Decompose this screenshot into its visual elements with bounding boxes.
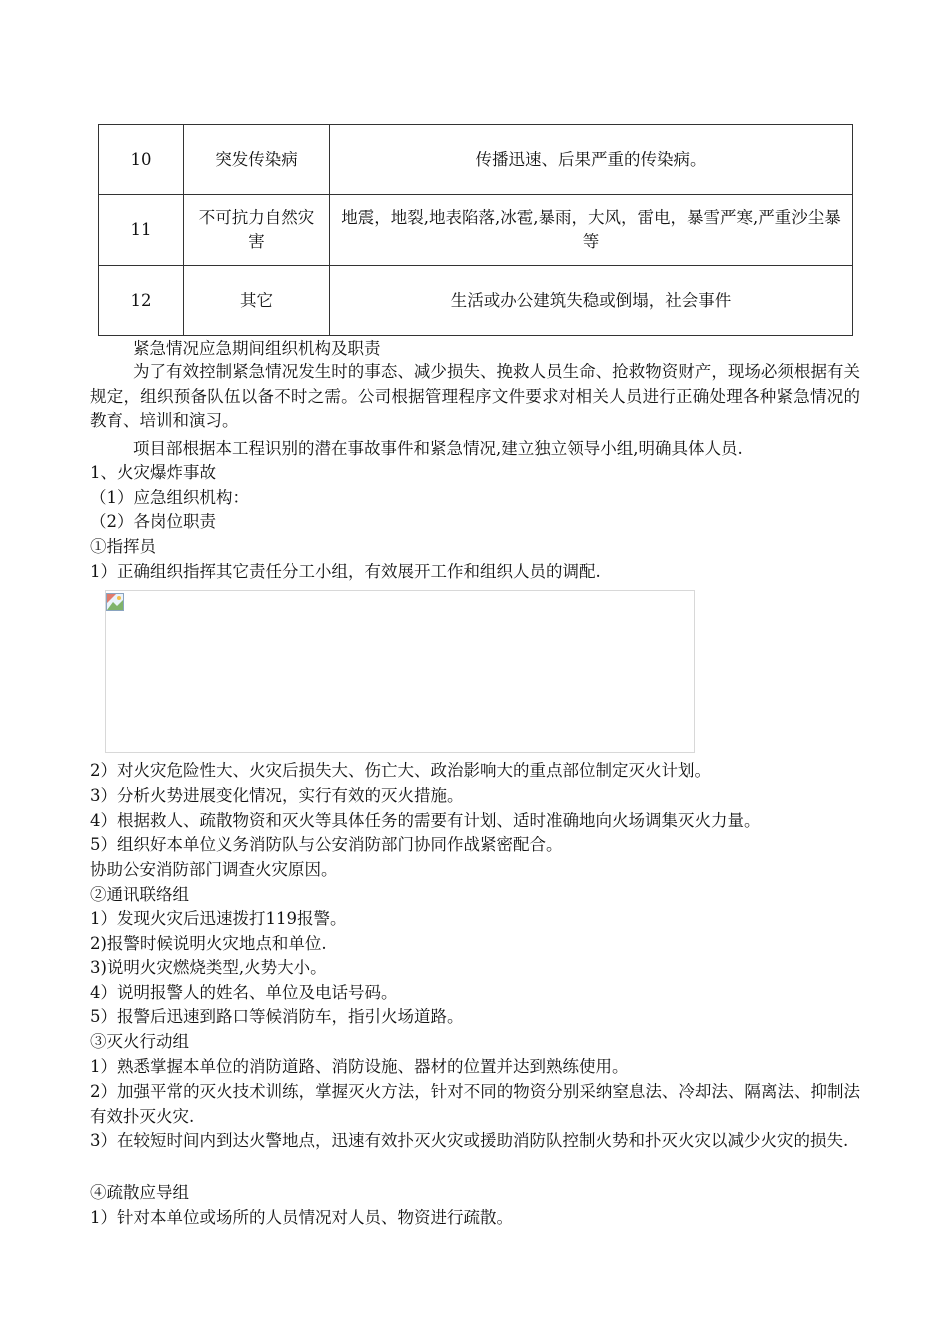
communication-duty-4: 4）说明报警人的姓名、单位及电话号码。: [90, 983, 398, 1002]
commander-duty-3: 3）分析火势进展变化情况，实行有效的灭火措施。: [90, 786, 464, 805]
row-number: 10: [99, 125, 184, 195]
firefighting-duty-3: 3）在较短时间内到达火警地点，迅速有效扑灭火灾或援助消防队控制火势和扑灭火灾以减少火灾的损失.: [90, 1131, 849, 1150]
communication-duty-5: 5）报警后迅速到路口等候消防车，指引火场道路。: [90, 1007, 464, 1026]
subsection-emergency-org: （1）应急组织机构：: [90, 488, 249, 507]
hazard-type: 突发传染病: [184, 125, 330, 195]
commander-duty-5: 5）组织好本单位义务消防队与公安消防部门协同作战紧密配合。: [90, 835, 563, 854]
hazard-table: [98, 124, 853, 336]
row-number: 12: [99, 266, 184, 336]
communication-duty-1: 1）发现火灾后迅速拨打119报警。: [90, 909, 347, 928]
group-communication: ②通讯联络组: [90, 885, 189, 904]
section-fire-explosion: 1、火灾爆炸事故: [90, 463, 216, 482]
table-row: [99, 125, 853, 195]
commander-duty-4: 4）根据救人、疏散物资和灭火等具体任务的需要有计划、适时准确地向火场调集灭火力量。: [90, 811, 761, 830]
firefighting-duty-1: 1）熟悉掌握本单位的消防道路、消防设施、器材的位置并达到熟练使用。: [90, 1057, 629, 1076]
commander-duty-2: 2）对火灾危险性大、火灾后损失大、伤亡大、政治影响大的重点部位制定灭火计划。: [90, 761, 711, 780]
row-number: 11: [99, 195, 184, 266]
org-chart-image-placeholder: [105, 590, 695, 753]
firefighting-duty-2: 2）加强平常的灭火技术训练，掌握灭火方法，针对不同的物资分别采纳窒息法、冷却法、隔离法、抑制法有效扑灭火灾.: [90, 1082, 860, 1126]
hazard-description: 传播迅速、后果严重的传染病。: [330, 125, 853, 195]
evacuation-duty-1: 1）针对本单位或场所的人员情况对人员、物资进行疏散。: [90, 1208, 513, 1227]
commander-duty-1: 1）正确组织指挥其它责任分工小组，有效展开工作和组织人员的调配.: [90, 562, 601, 581]
hazard-type: 其它: [184, 266, 330, 336]
group-evacuation: ④疏散应导组: [90, 1183, 189, 1202]
paragraph-purpose: 为了有效控制紧急情况发生时的事态、减少损失、挽救人员生命、抢救物资财产，现场必须根据有关规定，组织预备队伍以备不时之需。公司根据管理程序文件要求对相关人员进行正确处理各种紧急情况的教育、培训和演习。: [90, 362, 860, 430]
paragraph-project-team: 项目部根据本工程识别的潜在事故事件和紧急情况,建立独立领导小组,明确具体人员.: [133, 439, 743, 458]
communication-duty-3: 3)说明火灾燃烧类型,火势大小。: [90, 958, 327, 977]
communication-duty-2: 2)报警时候说明火灾地点和单位.: [90, 934, 327, 953]
table-row: [99, 266, 853, 336]
hazard-description: 地震，地裂,地表陷落,冰雹,暴雨，大风，雷电，暴雪严寒,严重沙尘暴等: [330, 195, 853, 266]
table-row: [99, 195, 853, 266]
group-commander: ①指挥员: [90, 537, 156, 556]
hazard-description: 生活或办公建筑失稳或倒塌，社会事件: [330, 266, 853, 336]
hazard-type: 不可抗力自然灾害: [184, 195, 330, 266]
section-heading-organization: 紧急情况应急期间组织机构及职责: [133, 339, 381, 358]
commander-duty-6: 协助公安消防部门调查火灾原因。: [90, 860, 338, 879]
subsection-duties: （2）各岗位职责: [90, 512, 216, 531]
broken-image-icon: [106, 593, 124, 611]
group-firefighting: ③灭火行动组: [90, 1032, 189, 1051]
